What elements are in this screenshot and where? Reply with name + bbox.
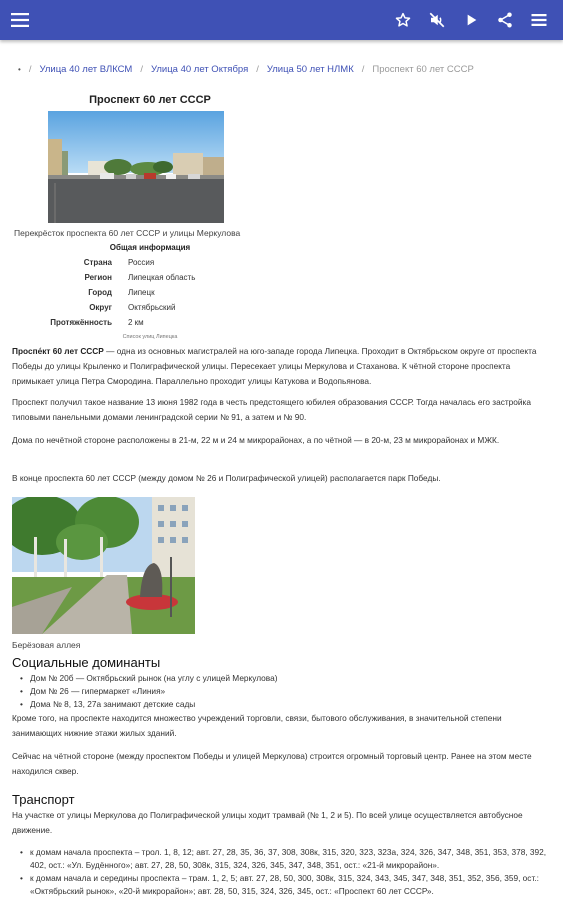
infobox-title: Проспект 60 лет СССР: [89, 94, 211, 106]
social-list: [30, 672, 550, 711]
article-subject: Проспе́кт 60 лет СССР: [12, 346, 104, 356]
birch-alley-photo[interactable]: [12, 497, 195, 634]
play-icon[interactable]: [459, 8, 483, 32]
photo2-caption: Берёзовая аллея: [12, 640, 81, 650]
park-paragraph: В конце проспекта 60 лет СССР (между домом № 26 и Полиграфической улицей) располагается парк Победы.: [12, 473, 441, 483]
infobox-key: Округ: [89, 303, 112, 312]
commerce-paragraph: Кроме того, на проспекте находится множество учреждений торговли, связи, бытового обслуживания, в значительной степени занимающих нижние этажи жилых зданий.: [12, 713, 502, 738]
breadcrumb-home[interactable]: •: [18, 65, 21, 74]
infobox-section-heading: Общая информация: [109, 243, 191, 252]
street-photo[interactable]: [48, 111, 224, 223]
breadcrumb-link-1[interactable]: Улица 40 лет ВЛКСМ: [39, 64, 133, 75]
section-heading-social: Социальные доминанты: [12, 655, 161, 670]
infobox-value: Липецк: [128, 288, 155, 297]
section-heading-transport: Транспорт: [12, 792, 75, 807]
breadcrumb-link-3[interactable]: Улица 50 лет НЛМК: [266, 64, 354, 75]
transport-list: [30, 846, 550, 898]
construction-paragraph: Сейчас на чётной стороне (между проспектом Победы и улицей Меркулова) строится огромный торговый центр. Ранее на этом месте находился сквер.: [12, 751, 532, 776]
infobox-row: [20, 303, 280, 314]
list-item: • Дом № 26 — гипермаркет «Линия»: [30, 685, 550, 698]
app-bar: [0, 0, 563, 40]
infobox-key: Регион: [84, 273, 112, 282]
breadcrumb: • / Улица 40 лет ВЛКСМ / Улица 40 лет Октября / Улица 50 лет НЛМК / Проспект 60 лет СССР: [18, 64, 474, 75]
list-icon[interactable]: [527, 8, 551, 32]
star-icon[interactable]: [391, 8, 415, 32]
infobox-value: Липецкая область: [128, 273, 196, 282]
infobox-value: Октябрьский: [128, 303, 176, 312]
infobox-value: Россия: [128, 258, 155, 267]
infobox-value: 2 км: [128, 318, 144, 327]
mute-icon[interactable]: [425, 8, 449, 32]
list-item: • Дом № 20б — Октябрьский рынок (на углу с улицей Меркулова): [30, 672, 550, 685]
infobox-row: [20, 273, 280, 284]
transport-paragraph: На участке от улицы Меркулова до Полиграфической улицы ходит трамвай (№ 1, 2 и 5). По всей улице осуществляется автобусное движение.: [12, 810, 523, 835]
photo-caption: Перекрёсток проспекта 60 лет СССР и улицы Меркулова: [14, 228, 241, 238]
history-paragraph: Проспект получил такое название 13 июня 1982 года в честь предстоящего юбилея образования СССР. Тогда началась его застройка типовыми панельными домами ленинградской серии № 91, а затем и № 90.: [12, 397, 531, 422]
list-item: • к домам начала проспекта – трол. 1, 8, 12; авт. 27, 28, 35, 36, 37, 308, 308к, 315, 320, 323, 323а, 324, 326, 347, 348, 351, 353, 378, 392, 402, ост.: «Ул. Будённого»; авт. 27, 28, 50, 308к, 315, 324, 326, 345, 347, 348, 351, ост.: «21-й микрорайон».: [30, 846, 550, 872]
infobox-row: [20, 318, 280, 329]
infobox-row: [20, 288, 280, 299]
infobox-key: Город: [88, 288, 112, 297]
list-item: • Дома № 8, 13, 27а занимают детские сады: [30, 698, 550, 711]
districts-paragraph: Дома по нечётной стороне расположены в 21-м, 22 м и 24 м микрорайонах, а по чётной — в 20-м, 23 м микрорайонах и МЖК.: [12, 435, 500, 445]
intro-text: — одна из основных магистралей на юго-западе города Липецка. Проходит в Октябрьском округе от проспекта Победы до улицы Крыленко и Полиграфической улицы. Пересекает улицы Меркулова и Стаханова. К чётной стороне проспекта примыкает улица Петра Смородина. Параллельно проходит улицы Катукова и Водопьянова.: [12, 346, 537, 386]
list-item: • к домам начала и середины проспекта – трам. 1, 2, 5; авт. 27, 28, 50, 300, 308к, 315, 324, 343, 345, 347, 348, 351, 352, 356, 359, ост.: «Октябрьский рынок», «20-й микрорайон»; авт. 28, 50, 315, 324, 326, 345, ост.: «Проспект 60 лет СССР».: [30, 872, 550, 898]
infobox-key: Страна: [83, 258, 112, 267]
share-icon[interactable]: [493, 8, 517, 32]
intro-paragraph: [12, 344, 550, 389]
infobox-footer-link[interactable]: Список улиц Липецка: [122, 334, 178, 340]
infobox-key: Протяжённость: [50, 318, 112, 327]
breadcrumb-link-2[interactable]: Улица 40 лет Октября: [150, 64, 249, 75]
menu-icon[interactable]: [10, 10, 30, 30]
infobox-row: [20, 258, 280, 269]
toolbar-actions: [381, 8, 551, 32]
breadcrumb-current: Проспект 60 лет СССР: [372, 64, 474, 75]
